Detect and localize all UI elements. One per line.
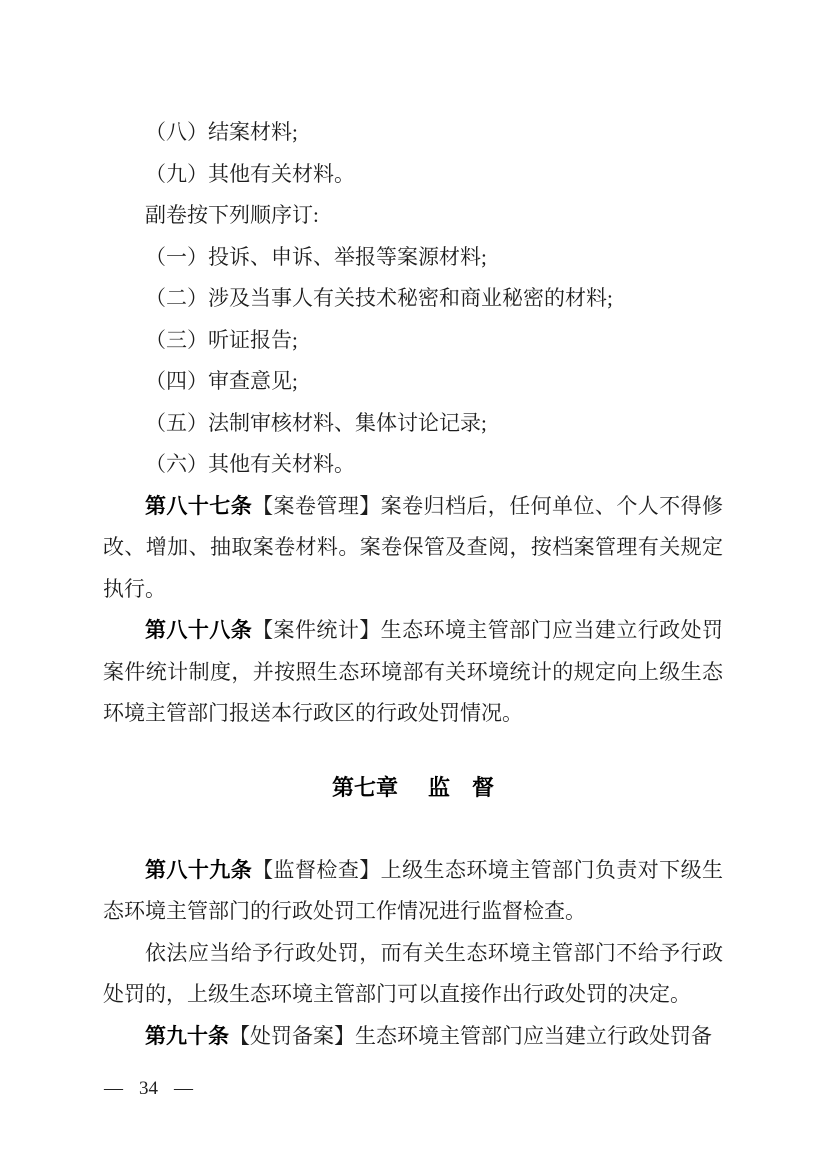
- article-90-paragraph: [103, 1016, 723, 1058]
- chapter-7-heading: [103, 767, 723, 809]
- list-item-8: （八）结案材料;: [145, 120, 298, 144]
- document-body: [103, 112, 723, 1057]
- article-88-text: 生态环境主管部门应当建立行政处罚案件统计制度，并按照生态环境部有关环境统计的规定向上级生态环境主管部门报送本行政区的行政处罚情况。: [103, 618, 724, 725]
- list-item-9: （九）其他有关材料。: [145, 161, 355, 186]
- article-89-number: 第八十九条: [145, 858, 253, 882]
- article-90-text: 生态环境主管部门应当建立行政处罚备: [355, 1023, 712, 1048]
- article-89-paragraph-2: 依法应当给予行政处罚，而有关生态环境主管部门不给予行政处罚的，上级生态环境主管部门可以直接作出行政处罚的决定。: [103, 940, 723, 1006]
- article-89-text: 上级生态环境主管部门负责对下级生态环境主管部门的行政处罚工作情况进行监督检查。: [103, 857, 724, 923]
- secondary-list-item-1: （一）投诉、申诉、举报等案源材料;: [145, 244, 487, 269]
- article-87-text: 案卷归档后，任何单位、个人不得修改、增加、抽取案卷材料。案卷保管及查阅，按档案管理有关规定执行。: [103, 493, 724, 601]
- page-footer: [104, 1078, 193, 1100]
- secondary-list-item-3: （三）听证报告;: [145, 327, 298, 352]
- chapter-title: 监 督: [428, 774, 495, 800]
- article-90-title: 【处罚备案】: [229, 1023, 355, 1048]
- secondary-list-item-4: （四）审查意见;: [145, 369, 298, 393]
- article-89-title: 【监督检查】: [252, 857, 381, 882]
- secondary-volume-intro: 副卷按下列顺序订:: [145, 203, 319, 227]
- article-87-paragraph: [103, 486, 723, 611]
- chapter-number: 第七章: [331, 774, 398, 800]
- secondary-list-item-5: （五）法制审核材料、集体讨论记录;: [145, 410, 487, 435]
- footer-dash-left: —: [104, 1078, 123, 1099]
- footer-dash-right: —: [174, 1078, 193, 1099]
- secondary-list-item-6: （六）其他有关材料。: [145, 452, 355, 476]
- secondary-list-item-2: （二）涉及当事人有关技术秘密和商业秘密的材料;: [145, 286, 613, 310]
- article-89-paragraph: [103, 850, 723, 933]
- article-88-title: 【案件统计】: [252, 618, 381, 642]
- article-88-number: 第八十八条: [145, 619, 253, 642]
- article-87-title: 【案卷管理】: [252, 493, 381, 518]
- article-87-number: 第八十七条: [145, 494, 253, 518]
- article-88-paragraph: [103, 610, 723, 735]
- page-number: 34: [139, 1078, 158, 1099]
- article-90-number: 第九十条: [145, 1024, 229, 1048]
